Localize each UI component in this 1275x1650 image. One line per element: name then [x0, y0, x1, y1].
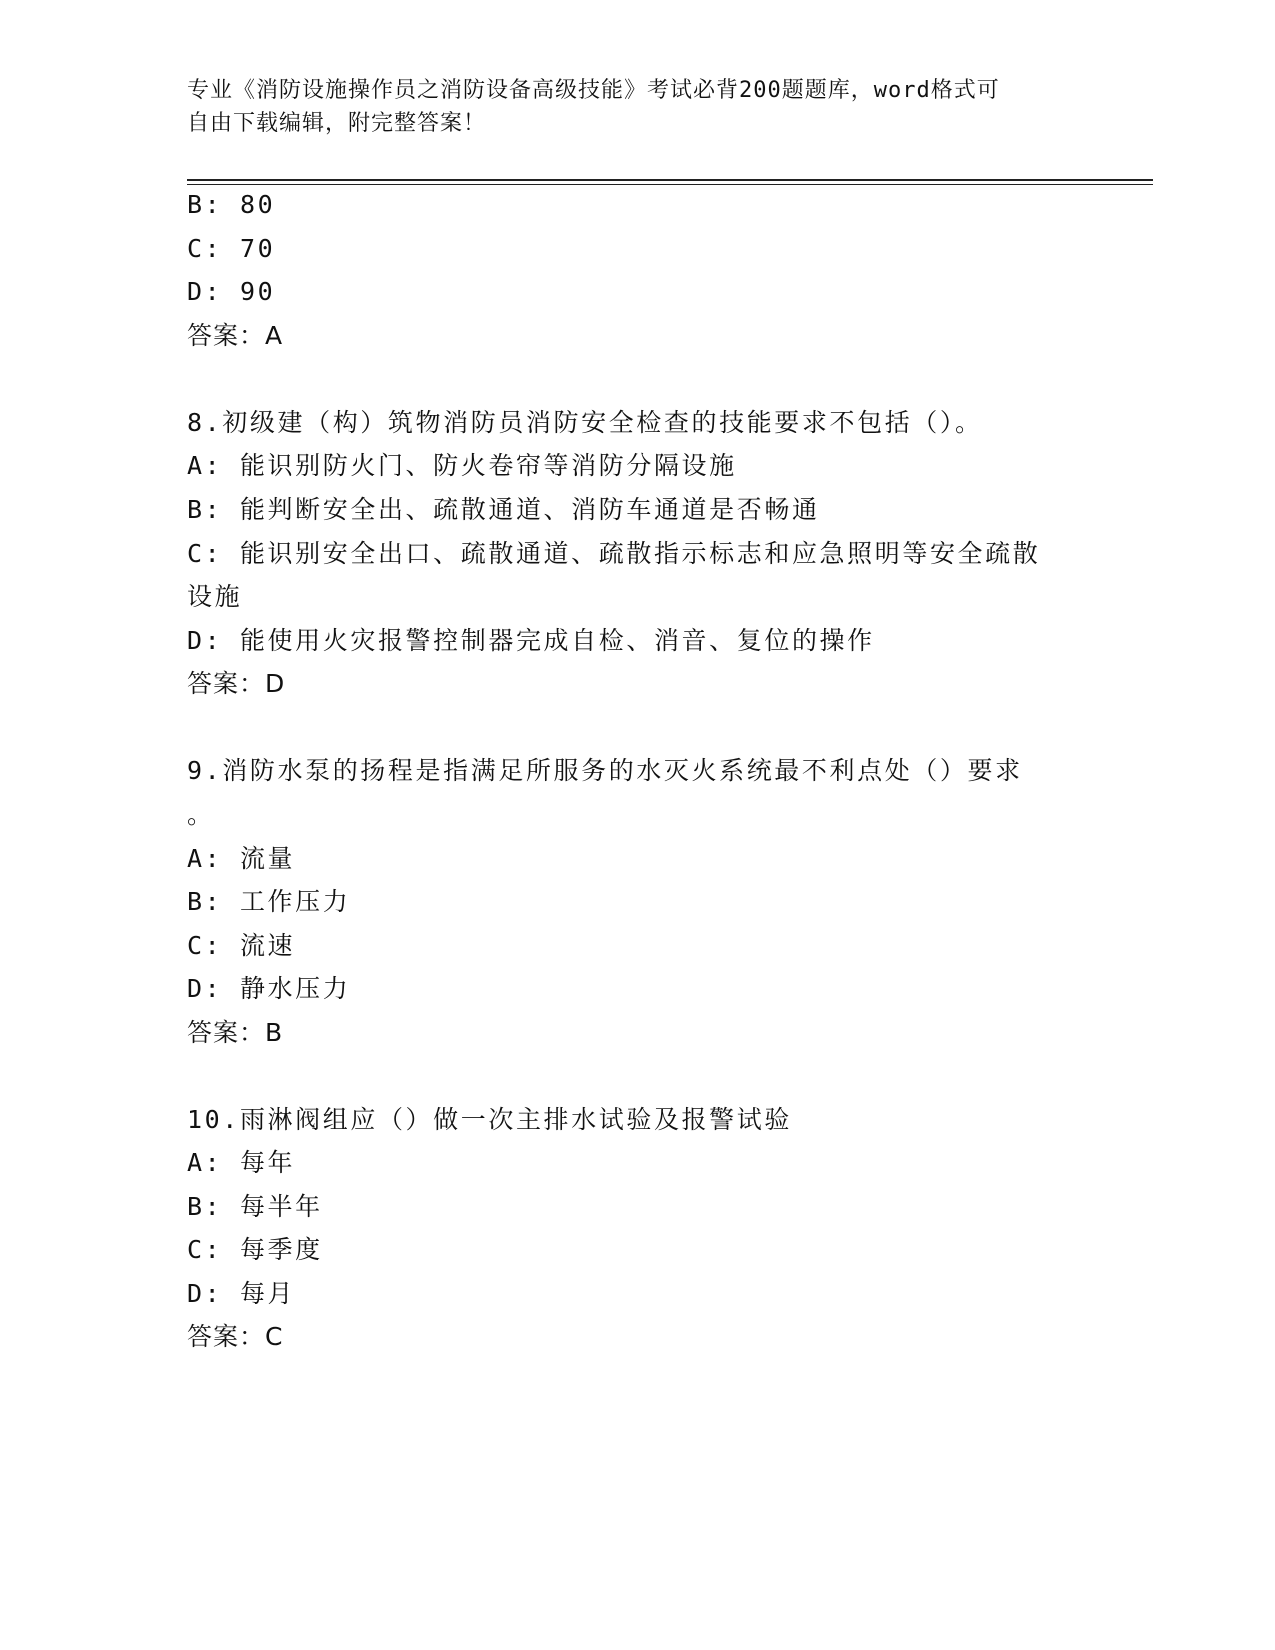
q9-option-c: C: 流速: [187, 931, 296, 960]
header-title-line-2: 自由下载编辑，附完整答案！: [187, 111, 487, 136]
q9-option-b: B: 工作压力: [187, 887, 351, 916]
q10-option-a: A: 每年: [187, 1148, 296, 1177]
q9-answer: 答案：B: [187, 1018, 284, 1047]
q7-option-b: B: 80: [187, 190, 276, 219]
q8-question: 8.初级建（构）筑物消防员消防安全检查的技能要求不包括（）。: [187, 408, 983, 437]
q9-option-d: D: 静水压力: [187, 974, 351, 1003]
header-title-line-1: 专业《消防设施操作员之消防设备高级技能》考试必背200题题库，word格式可: [187, 78, 1000, 103]
q7-answer: 答案：A: [187, 321, 284, 350]
q7-option-c: C: 70: [187, 234, 276, 263]
q8-option-c-line-1: C: 能识别安全出口、疏散通道、疏散指示标志和应急照明等安全疏散: [187, 539, 1041, 568]
q7-option-d: D: 90: [187, 277, 276, 306]
header-divider-thin: [187, 184, 1153, 185]
document-header: [187, 74, 1067, 140]
q10-question: 10.雨淋阀组应（）做一次主排水试验及报警试验: [187, 1105, 792, 1134]
q10-option-b: B: 每半年: [187, 1192, 323, 1221]
q10-option-c: C: 每季度: [187, 1235, 323, 1264]
q8-option-b: B: 能判断安全出、疏散通道、消防车通道是否畅通: [187, 495, 820, 524]
header-divider-thick: [187, 179, 1153, 181]
q8-answer: 答案：D: [187, 669, 286, 698]
q9-option-a: A: 流量: [187, 844, 296, 873]
q8-option-d: D: 能使用火灾报警控制器完成自检、消音、复位的操作: [187, 626, 875, 655]
q10-answer: 答案：C: [187, 1322, 284, 1351]
q9-question-line-2: 。: [187, 800, 215, 829]
q8-option-a: A: 能识别防火门、防火卷帘等消防分隔设施: [187, 451, 737, 480]
q8-option-c-line-2: 设施: [187, 582, 243, 611]
q9-question-line-1: 9.消防水泵的扬程是指满足所服务的水灭火系统最不利点处（）要求: [187, 756, 1023, 785]
q10-option-d: D: 每月: [187, 1279, 296, 1308]
